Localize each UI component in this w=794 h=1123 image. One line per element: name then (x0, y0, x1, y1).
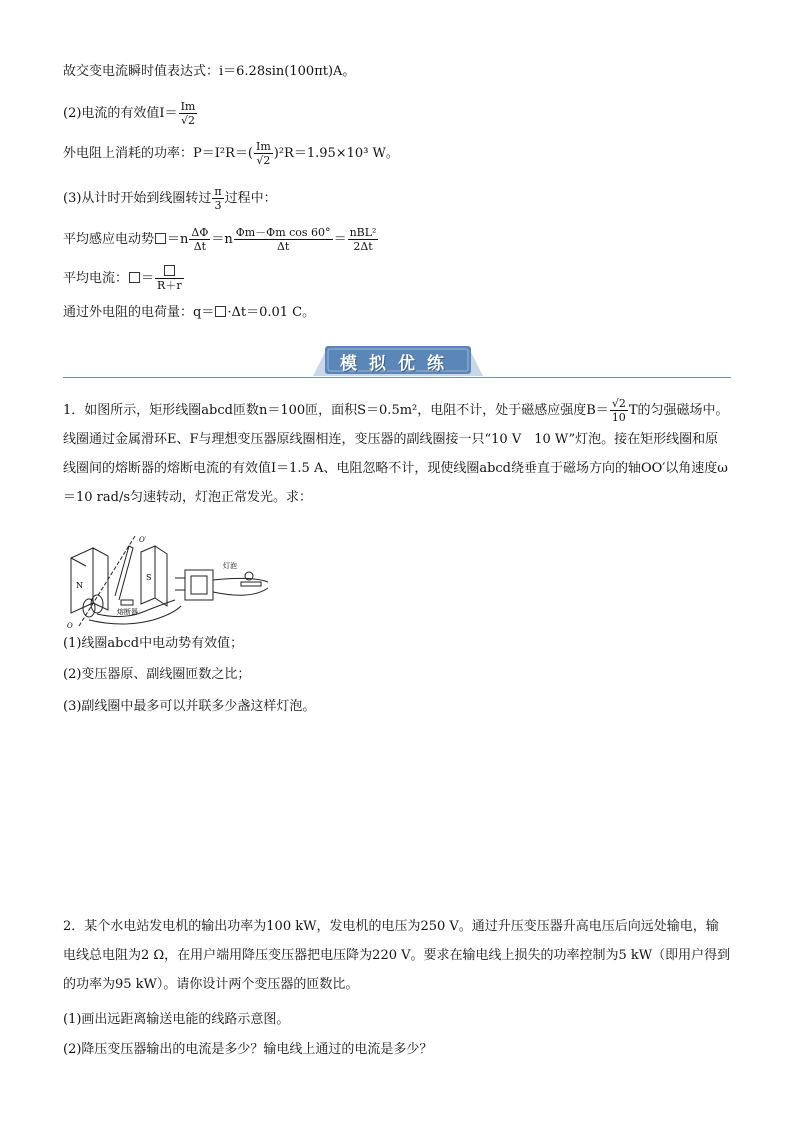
question-2-part-2: (2)降压变压器输出的电流是多少？输电线上通过的电流是多少？ (63, 1042, 433, 1057)
power-result: )²R＝1.95×10³ W。 (273, 146, 399, 161)
power-label: 外电阻上消耗的功率：P＝I²R＝( (63, 146, 253, 161)
solution-line-1 (63, 62, 736, 82)
avg-current-symbol-icon (129, 272, 140, 283)
fuse-label: 熔断器 (117, 608, 138, 616)
rms-current-lhs: I＝ (159, 106, 178, 121)
south-pole-label: S (146, 573, 152, 582)
charge-label: 通过外电阻的电荷量：q＝ (63, 305, 215, 320)
avg-emf-symbol-icon (155, 233, 166, 244)
solution-line-7 (63, 303, 736, 323)
solution-line-5: 平均感应电动势 ＝n $\frac{\Delta\Phi}{\Delta t}$ ＝n $\frac{\text{Φm－Φm cos 60°}}{\Delta t}$ ＝ $\frac{\text{nBL²}}{2\Delta t}$ (63, 226, 377, 253)
power-fraction: $\frac{Im}{√2}$ (255, 140, 271, 167)
question-2-part-1: (1)画出远距离输送电能的线路示意图。 (63, 1012, 290, 1027)
question-1-text: 1．如图所示，矩形线圈abcd匝数n＝100匝，面积S＝0.5m²，电阻不计，处于磁感应强度B＝ $\frac{√2}{10}$ T的匀强磁场中。线圈通过金属滑环E、F与理想变压器原线圈相连，变压器的副线圈接一只“10 V 10 W”灯泡。接在矩形线圈和原线圈间的熔断器的熔断电流的有效值I＝1.5 A、电阻忽略不计，现使线圈abcd绕垂直于磁场方向的轴OO′以角速度ω＝10 rad/s匀速转动，灯泡正常发光。求： (63, 397, 729, 505)
solution-line-6: 平均电流： ＝ R＋r (63, 265, 736, 292)
emf-result-fraction: $\frac{\text{nBL²}}{2\Delta t}$ (349, 226, 377, 253)
rms-current-label: (2)电流的有效值 (63, 106, 160, 121)
instant-current-expression: 故交变电流瞬时值表达式：i＝6.28sin(100πt)A。 (63, 64, 356, 79)
avg-current-symbol-icon (215, 306, 226, 317)
flux-cos-fraction: $\frac{\text{Φm－Φm cos 60°}}{\Delta t}$ (235, 226, 331, 253)
avg-current-label: 平均电流： (63, 271, 129, 286)
rotation-label: (3)从计时开始到线圈转过 (63, 191, 212, 206)
solution-line-3 (63, 140, 736, 167)
solution-line-2 (63, 100, 736, 127)
angle-fraction: $\frac{\pi}{3}$ (214, 185, 222, 212)
question-1-part-2: (2)变压器原、副线圈匝数之比； (63, 667, 251, 682)
generator-transformer-diagram (63, 528, 273, 630)
flux-change-fraction: $\frac{\Delta\Phi}{\Delta t}$ (191, 226, 209, 253)
question-1-part-1: (1)线圈abcd中电动势有效值； (63, 636, 244, 651)
question-2-text: 2．某个水电站发电机的输出功率为100 kW，发电机的电压为250 V。通过升压变压器升高电压后向远处输电，输电线总电阻为2 Ω，在用户端用降压变压器把电压降为220 V。要求在输电线上损失的功率控制为5 kW（即用户得到的功率为95 kW）。请你设计两个变压器的匝数比。 (63, 919, 731, 992)
banner-divider (63, 377, 731, 378)
field-strength-fraction: $\frac{√2}{10}$ (611, 397, 626, 424)
north-pole-label: N (76, 581, 83, 590)
question-1-part-3: (3)副线圈中最多可以并联多少盏这样灯泡。 (63, 699, 316, 714)
charge-result: ·Δt＝0.01 C。 (227, 305, 316, 320)
rms-current-fraction: $\frac{Im}{√2}$ (180, 100, 196, 127)
avg-emf-label: 平均感应电动势 (63, 232, 155, 247)
avg-emf-symbol-icon (164, 265, 175, 276)
solution-line-4: (3)从计时开始到线圈转过 $\frac{\pi}{3}$ 过程中： (63, 185, 277, 212)
axis-top-label: O′ (139, 536, 147, 544)
section-banner (63, 340, 731, 382)
section-title: 模拟优练 (340, 354, 456, 374)
avg-current-fraction: R＋r (155, 265, 184, 292)
lamp-label: 灯泡 (223, 562, 237, 570)
axis-bottom-label: O (67, 622, 73, 630)
